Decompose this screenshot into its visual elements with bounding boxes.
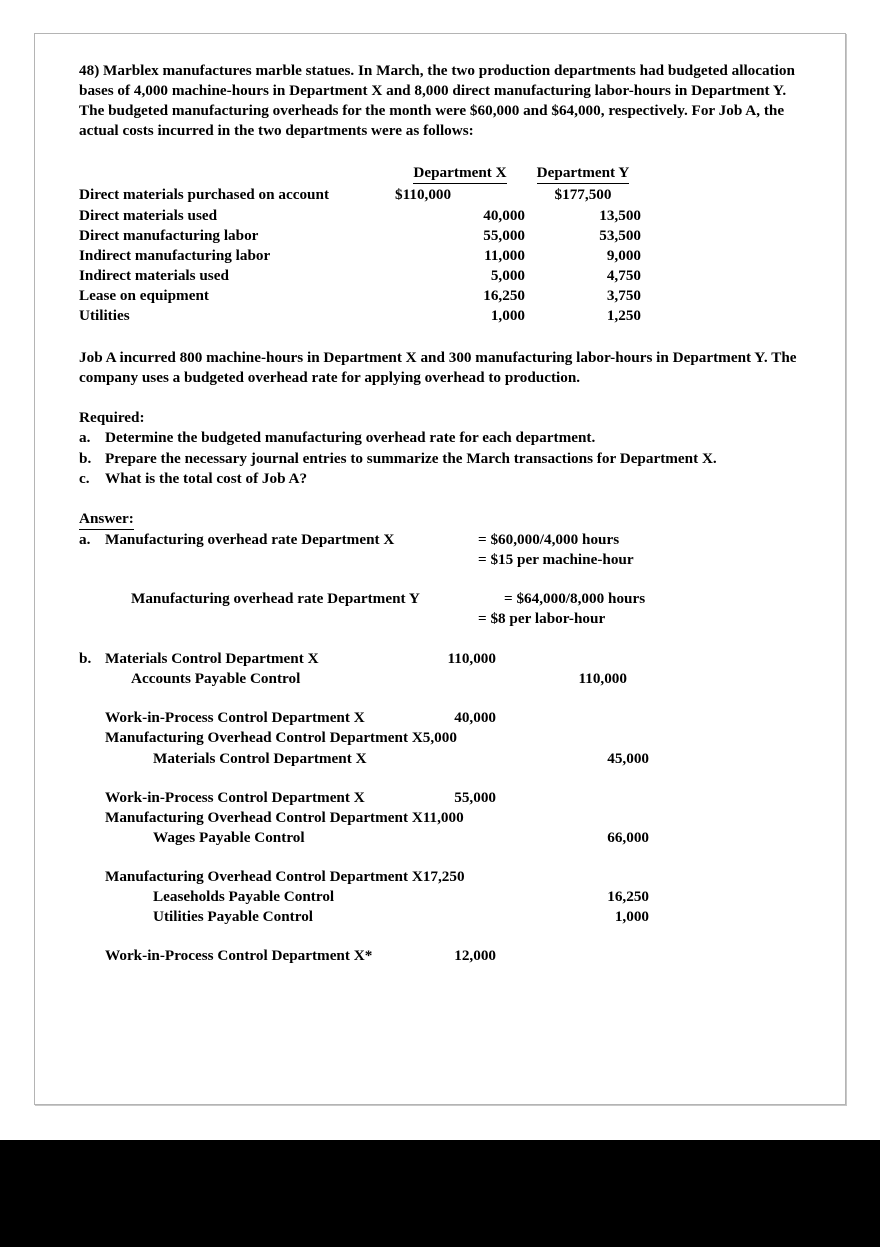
rate-description: Manufacturing overhead rate Department X xyxy=(105,530,395,548)
row-value-x: $110,000 xyxy=(395,186,452,204)
row-value-x: 5,000 xyxy=(490,266,525,284)
answer-part-b xyxy=(79,649,809,966)
journal-account: Materials Control Department X xyxy=(105,650,319,668)
row-value-x: 11,000 xyxy=(484,246,525,264)
rate-row-y-result xyxy=(79,609,809,629)
row-label: Direct materials used xyxy=(79,206,218,224)
answer-heading: Answer: xyxy=(79,509,134,530)
journal-entry xyxy=(79,946,809,966)
journal-entry xyxy=(79,649,809,689)
table-row xyxy=(79,206,641,226)
row-label: Indirect manufacturing labor xyxy=(79,246,271,264)
list-marker: a. xyxy=(79,530,91,548)
journal-line xyxy=(79,749,809,769)
required-heading: Required: xyxy=(79,409,145,427)
rate-row-y xyxy=(79,589,809,609)
table-row xyxy=(79,286,641,306)
rate-equation-line1: = $64,000/8,000 hours xyxy=(504,589,646,607)
table-row xyxy=(79,226,641,246)
row-value-y: 9,000 xyxy=(606,246,641,264)
journal-debit: 110,000 xyxy=(447,650,496,668)
journal-credit: 110,000 xyxy=(578,670,627,688)
journal-account: Work-in-Process Control Department X xyxy=(105,709,365,727)
journal-debit: 40,000 xyxy=(454,709,496,727)
table-header-blank xyxy=(79,163,395,185)
journal-line xyxy=(79,907,809,927)
document-content xyxy=(79,61,809,966)
rate-row-x xyxy=(79,530,809,550)
intro-paragraph: 48) Marblex manufactures marble statues. In March, the two production departments had budgeted allocation bases of 4,000 machine-hours in Department X and 8,000 direct manufacturing labor-hours in Department Y. The budgeted manufacturing overheads for the month were $60,000 and $64,000, respectively. For Job A, the actual costs incurred in the two departments were as follows: xyxy=(79,62,795,140)
row-value-y: 13,500 xyxy=(599,206,641,224)
row-value-y: 3,750 xyxy=(606,286,641,304)
rate-equation-line1: = $60,000/4,000 hours xyxy=(478,530,620,548)
journal-account: Manufacturing Overhead Control Department X xyxy=(105,729,423,747)
journal-account: Work-in-Process Control Department X* xyxy=(105,947,373,965)
journal-line xyxy=(79,946,809,966)
row-value-x: 40,000 xyxy=(483,206,525,224)
journal-credit: 1,000 xyxy=(614,908,649,926)
journal-account: Accounts Payable Control xyxy=(131,670,301,688)
row-value-x: 16,250 xyxy=(483,286,525,304)
table-row xyxy=(79,246,641,266)
journal-debit: 17,250 xyxy=(422,867,465,885)
row-label: Indirect materials used xyxy=(79,266,229,284)
journal-credit: 66,000 xyxy=(607,828,649,846)
table-header-department-x: Department X xyxy=(395,163,525,185)
journal-line xyxy=(79,867,809,887)
list-marker: c. xyxy=(79,469,90,487)
table-row xyxy=(79,306,641,326)
journal-credit: 16,250 xyxy=(607,888,649,905)
list-marker: b. xyxy=(79,449,92,467)
row-value-y: $177,500 xyxy=(554,186,612,204)
journal-line xyxy=(79,649,809,669)
journal-line xyxy=(79,728,809,748)
row-value-y: 4,750 xyxy=(606,266,641,284)
row-value-x: 1,000 xyxy=(490,307,525,325)
document-page xyxy=(34,33,846,1105)
table-header-department-y: Department Y xyxy=(525,163,641,185)
required-item-c xyxy=(79,469,809,489)
row-value-x: 55,000 xyxy=(483,226,525,244)
journal-line xyxy=(79,808,809,828)
journal-entry xyxy=(79,708,809,768)
required-item-b xyxy=(79,449,809,469)
journal-entry xyxy=(79,867,809,927)
journal-line xyxy=(79,887,809,907)
row-label: Lease on equipment xyxy=(79,286,209,304)
row-label: Direct manufacturing labor xyxy=(79,226,259,244)
cost-table xyxy=(79,163,641,326)
list-text: What is the total cost of Job A? xyxy=(105,469,308,487)
journal-debit: 55,000 xyxy=(454,788,496,806)
required-item-a xyxy=(79,428,809,448)
journal-line xyxy=(79,828,809,848)
table-header-row xyxy=(79,163,641,185)
list-text: Prepare the necessary journal entries to summarize the March transactions for Department X. xyxy=(105,449,717,467)
journal-line xyxy=(79,788,809,808)
list-text: Determine the budgeted manufacturing overhead rate for each department. xyxy=(105,429,596,447)
job-paragraph: Job A incurred 800 machine-hours in Department X and 300 manufacturing labor-hours in Department Y. The company uses a budgeted overhead rate for applying overhead to production. xyxy=(79,349,797,387)
rate-equation-line2: = $8 per labor-hour xyxy=(478,610,606,628)
row-value-y: 1,250 xyxy=(606,307,641,325)
answer-heading-wrap xyxy=(79,509,809,530)
journal-line xyxy=(79,669,809,689)
journal-line xyxy=(79,708,809,728)
row-label: Utilities xyxy=(79,307,130,325)
table-row xyxy=(79,266,641,286)
bottom-black-band xyxy=(0,1140,880,1247)
journal-account: Utilities Payable Control xyxy=(153,908,314,926)
journal-account: Manufacturing Overhead Control Department X xyxy=(105,867,423,885)
journal-account: Wages Payable Control xyxy=(153,828,305,846)
rate-row-x-result xyxy=(79,550,809,570)
table-row xyxy=(79,185,641,205)
answer-part-a xyxy=(79,530,809,629)
journal-debit: 11,000 xyxy=(422,808,464,826)
row-value-y: 53,500 xyxy=(599,226,641,244)
journal-debit: 12,000 xyxy=(454,947,496,965)
journal-account: Materials Control Department X xyxy=(153,749,367,767)
list-marker: a. xyxy=(79,429,91,447)
journal-credit: 45,000 xyxy=(607,749,649,767)
journal-account: Manufacturing Overhead Control Department X xyxy=(105,808,423,826)
journal-debit: 5,000 xyxy=(422,729,457,747)
journal-account: Leaseholds Payable Control xyxy=(153,888,335,905)
rate-equation-line2: = $15 per machine-hour xyxy=(478,550,634,568)
list-marker: b. xyxy=(79,650,92,668)
journal-entry xyxy=(79,788,809,848)
rate-description: Manufacturing overhead rate Department Y xyxy=(131,589,420,607)
journal-account: Work-in-Process Control Department X xyxy=(105,788,365,806)
row-label: Direct materials purchased on account xyxy=(79,186,330,204)
